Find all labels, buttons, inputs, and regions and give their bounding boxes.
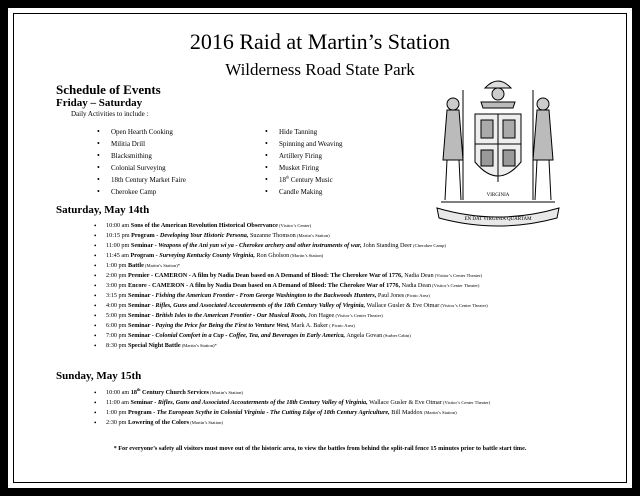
event-item: • 11:00 am Seminar - Rifles, Guns and Associated Accouterments of the 18th Century Valley of Virginia, Wallace Gusler & Eve Otmar (Visitor’s Center Theater) xyxy=(94,398,614,408)
schedule-page xyxy=(7,7,633,489)
activity-item: • Hide Tanning xyxy=(265,126,342,138)
sunday-events-more xyxy=(94,398,614,428)
saturday-events xyxy=(94,221,614,351)
activity-item: • Open Hearth Cooking xyxy=(97,126,186,138)
saturday-heading: Saturday, May 14th xyxy=(56,204,150,216)
event-item: • 11:45 am Program - Surveying Kentucky County Virginia, Ron Gholson (Martin’s Station) xyxy=(94,251,614,261)
activity-item: • Blacksmithing xyxy=(97,150,186,162)
activities-column-1 xyxy=(97,126,186,198)
activity-item: • Musket Firing xyxy=(265,162,342,174)
sunday-events xyxy=(94,388,614,398)
event-item: • 4:00 pm Seminar - Rifles, Guns and Associated Accouterments of the 18th Century Valley of Virginia, Wallace Gusler & Eve Otmar (Visitor’s Center Theater) xyxy=(94,301,614,311)
event-item-church: • 10:00 am 18th Century Church Services (Martin’s Station) xyxy=(94,388,614,398)
crest-banner-text: EN DAT VIRGINIA QUARTAM xyxy=(464,217,532,222)
crest-top-text: VIRGINIA xyxy=(486,193,510,198)
event-item: • 1:00 pm Program - The European Scythe in Colonial Virginia - The Cutting Edge of 18th Century Agriculture, Bill Maddox (Martin’s Station) xyxy=(94,408,614,418)
footer-safety-note: * For everyone’s safety all visitors must move out of the historic area, to view the battles from behind the split-rail fence 15 minutes prior to battle start time. xyxy=(113,445,527,452)
sunday-heading: Sunday, May 15th xyxy=(56,370,142,382)
activity-item: • Militia Drill xyxy=(97,138,186,150)
page-title: 2016 Raid at Martin’s Station xyxy=(189,29,451,54)
event-item: • 2:30 pm Lowering of the Colors (Martin’s Station) xyxy=(94,418,614,428)
event-item: • 8:30 pm Special Night Battle (Martin’s Station)* xyxy=(94,341,614,351)
daily-activities-label: Daily Activities to include : xyxy=(71,110,149,118)
activity-item: • Spinning and Weaving xyxy=(265,138,342,150)
event-item: • 10:15 pm Program - Developing Your Historic Persona, Suzanne Thomson (Martin’s Station) xyxy=(94,231,614,241)
schedule-heading: Schedule of Events xyxy=(56,82,161,97)
activity-item: • 18th Century Market Faire xyxy=(97,174,186,186)
event-item: • 11:00 pm Seminar - Weapons of the Ani yun wi ya - Cherokee archery and other instruments of war, John Standing Deer (Cherokee Camp) xyxy=(94,241,614,251)
friday-heading: Friday – Saturday xyxy=(56,97,143,109)
activity-item: • Candle Making xyxy=(265,186,342,198)
activity-item: • Colonial Surveying xyxy=(97,162,186,174)
event-item: • 10:00 am Sons of the American Revolution Historical Observance (Visitor’s Center) xyxy=(94,221,614,231)
activity-item: • Artillery Firing xyxy=(265,150,342,162)
activities-column-2 xyxy=(265,126,342,198)
event-item: • 5:00 pm Seminar - British Isles to the American Frontier - Our Musical Roots, Jon Hagee (Visitor’s Center Theater) xyxy=(94,311,614,321)
event-item: • 6:00 pm Seminar - Paying the Price for Being the First to Venture West, Mark A. Baker ( Picnic Area) xyxy=(94,321,614,331)
activity-item: • Cherokee Camp xyxy=(97,186,186,198)
event-item: • 2:00 pm Premier - CAMERON - A film by Nadia Dean based on A Demand of Blood: The Cherokee War of 1776, Nadia Dean (Visitor’s Center Theater) xyxy=(94,271,614,281)
event-item: • 3:15 pm Seminar - Fishing the American Frontier - From George Washington to the Backwoods Hunters, Paul Jones (Picnic Area) xyxy=(94,291,614,301)
page-subtitle: Wilderness Road State Park xyxy=(225,60,415,79)
event-item: • 3:00 pm Encore - CAMERON - A film by Nadia Dean based on A Demand of Blood: The Cherokee War of 1776, Nadia Dean (Visitor’s Center Theater) xyxy=(94,281,614,291)
event-item: • 1:00 pm Battle (Martin’s Station)* xyxy=(94,261,614,271)
virginia-crest-icon xyxy=(433,70,563,230)
activity-item-music: • 18th Century Music xyxy=(265,174,342,186)
event-item: • 7:00 pm Seminar - Colonial Comfort in a Cup - Coffee, Tea, and Beverages in Early America, Angela Govan (Surber Cabin) xyxy=(94,331,614,341)
